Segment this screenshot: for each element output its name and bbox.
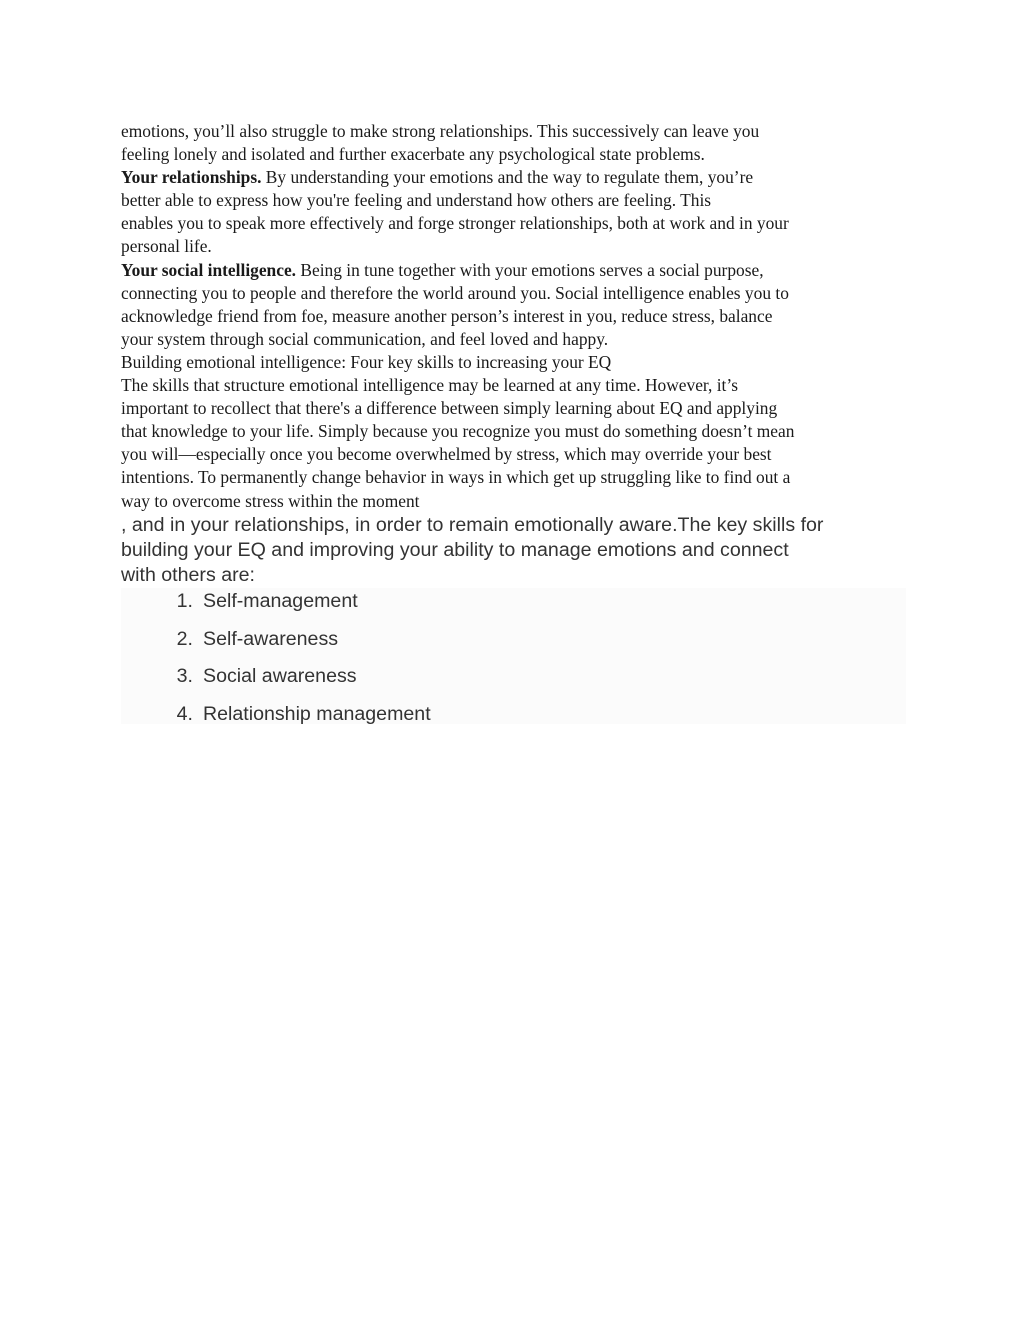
text-line: better able to express how you're feeling and understand how others are feeling. This xyxy=(121,190,712,211)
text-line: with others are: xyxy=(121,564,255,586)
list-item-number: 2. xyxy=(176,628,193,650)
text-line: , and in your relationships, in order to remain emotionally aware.The key skills for xyxy=(121,514,824,536)
text-line: important to recollect that there's a difference between simply learning about EQ and applying xyxy=(121,398,778,419)
text-line: that knowledge to your life. Simply because you recognize you must do something doesn’t mean xyxy=(121,421,795,442)
text-line: personal life. xyxy=(121,236,212,257)
list-item-number: 4. xyxy=(176,703,193,725)
text-line: building your EQ and improving your ability to manage emotions and connect xyxy=(121,539,789,561)
list-item-number: 3. xyxy=(176,665,193,687)
text-line: acknowledge friend from foe, measure another person’s interest in you, reduce stress, balance xyxy=(121,305,773,326)
section-heading: Building emotional intelligence: Four key skills to increasing your EQ xyxy=(121,351,612,372)
text-line: intentions. To permanently change behavior in ways in which get up struggling like to find out a xyxy=(121,467,791,488)
text-line: way to overcome stress within the moment xyxy=(121,490,420,511)
paragraph-heading-relationships: Your relationships. xyxy=(121,167,262,188)
list-item-label: Self-awareness xyxy=(203,628,339,650)
text-line: The skills that structure emotional intelligence may be learned at any time. However, it’s xyxy=(121,375,738,396)
list-item-label: Relationship management xyxy=(203,703,431,725)
list-item-label: Self-management xyxy=(203,590,358,612)
list-item-number: 1. xyxy=(176,590,193,612)
paragraph-relationships-line-1 xyxy=(121,166,906,189)
text-line: feeling lonely and isolated and further exacerbate any psychological state problems. xyxy=(121,144,705,165)
list-item-label: Social awareness xyxy=(203,665,357,687)
paragraph-heading-social-intelligence: Your social intelligence. xyxy=(121,259,297,280)
text-line: you will—especially once you become overwhelmed by stress, which may override your best xyxy=(121,444,772,465)
paragraph-social-intelligence-line-1 xyxy=(121,259,906,282)
text-line: your system through social communication, and feel loved and happy. xyxy=(121,328,609,349)
skills-list xyxy=(121,588,906,724)
text-line: emotions, you’ll also struggle to make strong relationships. This successively can leave you xyxy=(121,121,760,141)
body-text-serif xyxy=(121,120,906,513)
text-span: By understanding your emotions and the way to regulate them, you’re xyxy=(261,167,754,188)
text-line: connecting you to people and therefore the world around you. Social intelligence enables you to xyxy=(121,282,789,303)
body-text-sans xyxy=(121,513,921,588)
text-line: enables you to speak more effectively and forge stronger relationships, both at work and in your xyxy=(121,213,789,234)
text-span: Being in tune together with your emotions serves a social purpose, xyxy=(296,259,764,280)
